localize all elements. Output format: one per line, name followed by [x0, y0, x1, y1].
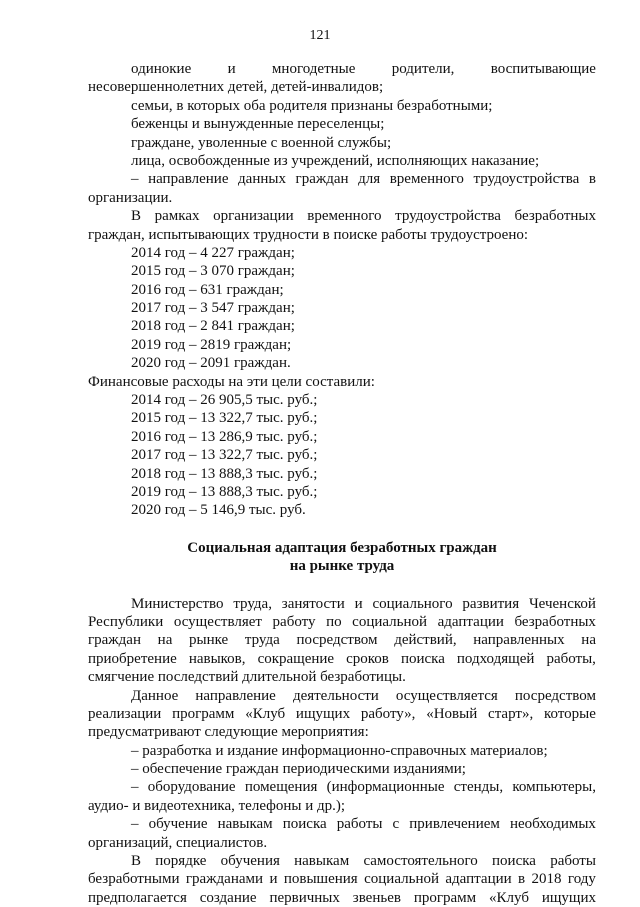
- word: работу»,: [360, 705, 416, 722]
- word: посредством: [296, 632, 378, 649]
- word: которые: [543, 705, 596, 722]
- text-line: [88, 207, 596, 225]
- word: граждан: [295, 171, 349, 188]
- word: адаптации: [437, 613, 504, 630]
- word: обучение: [148, 816, 208, 833]
- text-line: 2014 год – 4 227 граждан;: [131, 244, 295, 261]
- word: В: [131, 853, 142, 870]
- word: направление: [148, 171, 229, 188]
- text-line: несовершеннолетних детей, детей-инвалидов;: [88, 79, 384, 96]
- word: «Новый: [426, 705, 478, 722]
- word: порядке: [155, 853, 207, 870]
- word: подходящей: [456, 650, 535, 667]
- text-line: беженцы и вынужденные переселенцы;: [131, 116, 385, 133]
- text-line: 2019 год – 13 888,3 тыс. руб.;: [131, 483, 318, 500]
- word: безработных: [514, 613, 596, 630]
- text-line: [88, 889, 596, 907]
- word: В: [131, 208, 142, 225]
- word: по: [326, 613, 342, 630]
- word: трудоустройства: [473, 171, 580, 188]
- text-line: граждане, уволенные с военной службы;: [131, 134, 392, 151]
- word: стенды,: [453, 779, 504, 796]
- word: поиска: [492, 853, 536, 870]
- text-line: 2016 год – 13 286,9 тыс. руб.;: [131, 428, 318, 445]
- word: Министерство: [131, 595, 224, 612]
- word: работы,: [546, 650, 596, 667]
- text-line: [88, 631, 596, 649]
- word: –: [131, 779, 139, 796]
- text-line: [88, 778, 596, 796]
- word: рамках: [154, 208, 200, 225]
- word: необходимых: [509, 816, 596, 833]
- text-line: 2020 год – 5 146,9 тыс. руб.: [131, 502, 306, 519]
- word: и: [354, 595, 363, 612]
- word: поиска: [400, 650, 445, 667]
- text-line: 2017 год – 13 322,7 тыс. руб.;: [131, 447, 318, 464]
- text-line: [88, 870, 596, 888]
- word: с: [392, 816, 400, 833]
- word: программ: [413, 889, 477, 906]
- text-line: [88, 650, 596, 668]
- text-line: [88, 595, 596, 613]
- text-line: организаций, специалистов.: [88, 834, 268, 851]
- word: воспитывающие: [490, 61, 596, 77]
- word: привлечением: [409, 816, 500, 833]
- text-line: [88, 170, 596, 188]
- word: направленных: [473, 632, 565, 649]
- word: на: [157, 632, 173, 649]
- word: для: [358, 171, 381, 188]
- word: оборудование: [147, 779, 236, 796]
- word: развития: [462, 595, 520, 612]
- word: поиска: [282, 816, 327, 833]
- word: (информационные: [326, 779, 445, 796]
- text-line: 2018 год – 2 841 граждан;: [131, 318, 295, 335]
- document-body: [88, 60, 596, 907]
- word: адаптации: [445, 871, 512, 888]
- word: Данное: [131, 687, 179, 704]
- word: «Клуб: [489, 889, 529, 906]
- word: приобретение: [88, 650, 177, 667]
- text-line: Финансовые расходы на эти цели составили:: [88, 373, 375, 390]
- word: сокращение: [257, 650, 335, 667]
- text-line: 2015 год – 13 322,7 тыс. руб.;: [131, 410, 318, 427]
- text-line: – разработка и издание информационно-справочных материалов;: [131, 742, 548, 759]
- word: социальной: [352, 613, 428, 630]
- text-line: 2015 год – 3 070 граждан;: [131, 263, 295, 280]
- word: повышения: [283, 871, 358, 888]
- word: направление: [195, 687, 276, 704]
- text-line: семьи, в которых оба родителя признаны безработными;: [131, 97, 493, 114]
- word: реализации: [88, 705, 162, 722]
- word: осуществляет: [173, 613, 262, 630]
- word: данных: [238, 171, 286, 188]
- word: трудоустройства: [395, 208, 501, 225]
- word: в: [518, 871, 526, 888]
- section-heading-line: Социальная адаптация безработных граждан: [187, 539, 497, 556]
- word: социальной: [364, 871, 439, 888]
- word: деятельности: [292, 687, 379, 704]
- word: безработных: [514, 208, 596, 225]
- word: создание: [199, 889, 257, 906]
- word: и: [227, 61, 236, 77]
- text-line: предусматривают следующие мероприятия:: [88, 724, 369, 741]
- text-line: [88, 60, 596, 78]
- word: ищущих: [295, 705, 351, 722]
- text-line: [88, 613, 596, 631]
- word: и: [269, 871, 278, 888]
- section-heading-line: на рынке труда: [289, 558, 395, 575]
- text-line: граждан, испытывающих трудности в поиске работы трудоустроено:: [88, 226, 529, 243]
- word: сроков: [346, 650, 389, 667]
- text-line: [88, 852, 596, 870]
- word: в: [588, 171, 596, 188]
- word: обучения: [220, 853, 280, 870]
- word: навыков,: [188, 650, 246, 667]
- word: –: [131, 816, 139, 833]
- page-number: 121: [309, 28, 331, 43]
- text-line: организации.: [88, 189, 173, 206]
- word: ищущих: [541, 889, 596, 906]
- word: временного: [389, 171, 464, 188]
- word: организации: [213, 208, 294, 225]
- word: труда: [244, 632, 280, 649]
- text-line: 2017 год – 3 547 граждан;: [131, 300, 295, 317]
- word: навыкам: [294, 853, 350, 870]
- text-line: [88, 815, 596, 833]
- text-line: 2014 год – 26 905,5 тыс. руб.;: [131, 392, 318, 409]
- word: рынке: [189, 632, 229, 649]
- word: году: [567, 871, 596, 888]
- word: социального: [372, 595, 453, 612]
- word: 2018: [531, 871, 562, 888]
- word: посредством: [514, 687, 596, 704]
- text-line: – обеспечение граждан периодическими изданиями;: [131, 761, 466, 778]
- word: программ: [172, 705, 235, 722]
- text-line: 2019 год – 2819 граждан;: [131, 336, 292, 353]
- word: многодетные: [271, 61, 356, 77]
- word: помещения: [244, 779, 318, 796]
- word: работу: [272, 613, 316, 630]
- spacer: [88, 576, 596, 595]
- word: предполагается: [88, 889, 187, 906]
- spacer: [88, 520, 596, 539]
- word: граждан: [88, 632, 141, 649]
- word: временного: [307, 208, 382, 225]
- word: осуществляется: [395, 687, 498, 704]
- text-line: 2018 год – 13 888,3 тыс. руб.;: [131, 465, 318, 482]
- word: одинокие: [131, 61, 192, 77]
- word: Чеченской: [528, 595, 596, 612]
- word: старт»,: [488, 705, 534, 722]
- text-line: 2016 год – 631 граждан;: [131, 281, 284, 298]
- text-line: смягчение последствий длительной безработицы.: [88, 669, 406, 686]
- word: навыкам: [217, 816, 273, 833]
- word: самостоятельного: [363, 853, 478, 870]
- word: на: [581, 632, 596, 649]
- word: гражданами: [185, 871, 264, 888]
- word: –: [131, 171, 139, 188]
- word: безработными: [88, 871, 180, 888]
- word: родители,: [391, 61, 455, 77]
- word: «Клуб: [245, 705, 286, 722]
- text-line: [88, 705, 596, 723]
- text-line: аудио- и видеотехника, телефоны и др.);: [88, 797, 346, 814]
- text-line: лица, освобожденные из учреждений, исполняющих наказание;: [131, 152, 540, 169]
- word: Республики: [88, 613, 164, 630]
- word: работы: [336, 816, 383, 833]
- word: первичных: [269, 889, 340, 906]
- text-line: [88, 687, 596, 705]
- word: работы: [550, 853, 596, 870]
- text-line: 2020 год – 2091 граждан.: [131, 355, 291, 372]
- word: компьютеры,: [512, 779, 596, 796]
- word: звеньев: [352, 889, 401, 906]
- word: действий,: [394, 632, 457, 649]
- word: труда,: [233, 595, 272, 612]
- word: занятости: [281, 595, 345, 612]
